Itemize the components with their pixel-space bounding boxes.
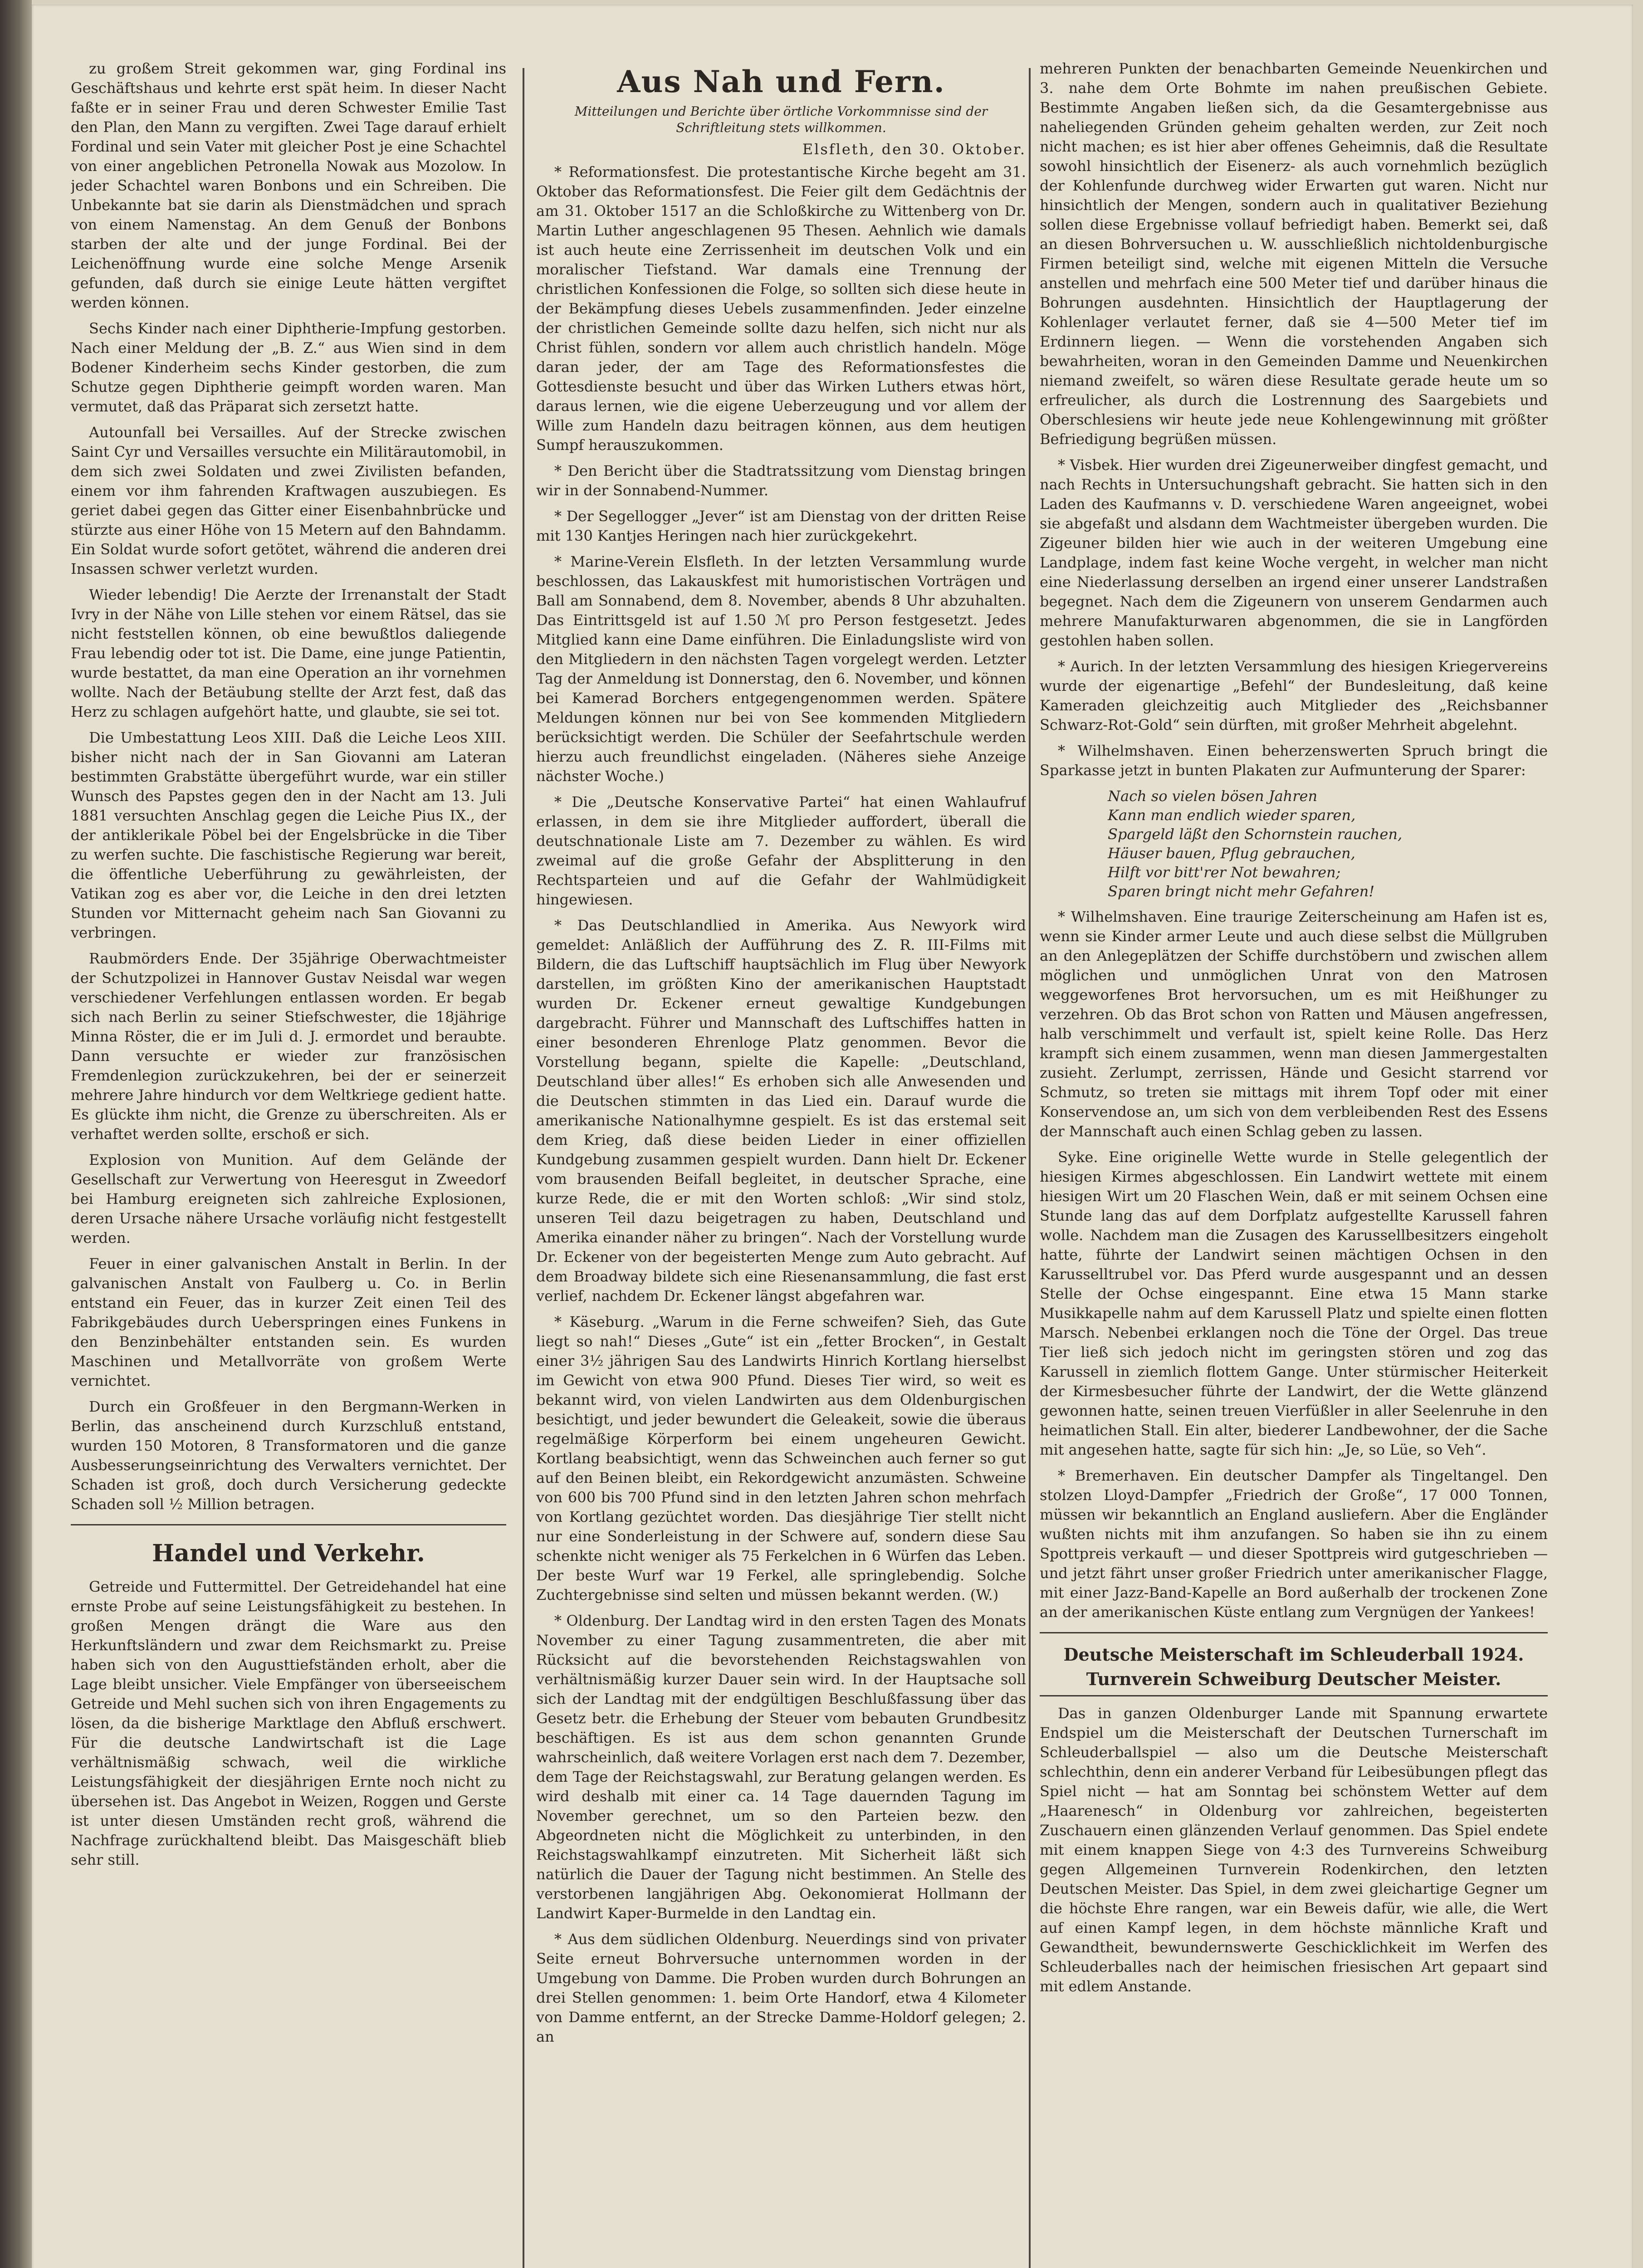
article-wilhelmshaven-hafen: * Wilhelmshaven. Eine traurige Zeiterscheinung am Hafen ist es, wenn sie Kinder armer Leute und auch diese selbst die Müllgruben an den Anlegeplätzen der Schiffe durchstöbern und zwischen allem möglichen und unmöglichen Unrat von den Matrosen weggeworfenes Brot hervorsuchen, um es mit Heißhunger zu verzehren. Ob das Brot schon von Ratten und Mäusen angefressen, halb verschimmelt und verfault ist, spielt keine Rolle. Das Herz krampft sich einem zusammen, wenn man diesen Jammergestalten zusieht. Zerlumpt, zerrissen, Hände und Gesicht starrend vor Schmutz, so treten sie mittags mit ihrem Topf oder mit einer Konservendose an, um sich von dem verbleibenden Rest des Essens der Mannschaft auch einen Schlag geben zu lassen. <box>1040 908 1548 1140</box>
article-fordinal: zu großem Streit gekommen war, ging Fordinal ins Geschäftshaus und kehrte erst spät heim. In dieser Nacht faßte er in seiner Frau und deren Schwester Emilie Tast den Plan, den Mann zu vergiften. Zwei Tage darauf erhielt Fordinal und sein Vater mit gleicher Post je eine Schachtel von einer angeblichen Petronella Nowak aus Mozolow. In jeder Schachtel waren Bonbons und ein Schreiben. Die Unbekannte bat sie darin als Dienstmädchen und sprach von einem Namenstag. An dem Genuß der Bonbons starben der alte und der junge Fordinal. Bei der Leichenöffnung wurde eine solche Menge Arsenik gefunden, daß durch sie einige Leute hätten vergiftet werden können. <box>71 60 506 311</box>
article-schleuderball: Das in ganzen Oldenburger Lande mit Spannung erwartete Endspiel um die Meisterschaft der Deutschen Turnerschaft im Schleuderballspiel — also um die Deutsche Meisterschaft schlechthin, denn ein anderer Verband für Leibesübungen pflegt das Spiel nicht — hat am Sonntag bei schönstem Wetter auf dem „Haarenesch“ in Oldenburg vor zahlreichen, begeisterten Zuschauern einen glänzenden Verlauf genommen. Das Spiel endete mit einem knappen Siege von 4:3 des Turnvereins Schweiburg gegen Allgemeinen Turnverein Rodenkirchen, den letzten Deutschen Meister. Das Spiel, in dem zwei gleichartige Gegner um die höchste Ehre rangen, war ein Beweis dafür, wie alle, die Wert auf einen Kampf legen, in dem höchste männliche Kraft und Gewandtheit, bewundernswerte Geschicklichkeit im Werfen des Schleuderballes nach der heimischen friesischen Art gepaart sind mit edlem Anstande. <box>1040 1705 1548 1995</box>
newspaper-page <box>32 5 1633 2268</box>
dateline: Elsfleth, den 30. Oktober. <box>802 141 1026 158</box>
verse-line: Nach so vielen bösen Jahren <box>1108 787 1318 805</box>
column-right <box>1040 59 1548 2268</box>
section-subtitle: Mitteilungen und Berichte über örtliche Vorkommnisse sind der Schriftleitung stets willkommen. <box>574 104 988 135</box>
section-divider <box>71 1524 506 1525</box>
verse-line: Sparen bringt nicht mehr Gefahren! <box>1108 883 1375 900</box>
article-suedliches-oldenburg: * Aus dem südlichen Oldenburg. Neuerdings sind von privater Seite erneut Bohrversuche unternommen worden in der Umgebung von Damme. Die Proben wurden durch Bohrungen an drei Stellen genommen: 1. beim Orte Handorf, etwa 4 Kilometer von Damme entfernt, an der Strecke Damme-Holdorf gelegen; 2. an <box>536 1931 1026 2045</box>
book-spine-edge <box>0 0 32 2268</box>
article-autounfall: Autounfall bei Versailles. Auf der Strecke zwischen Saint Cyr und Versailles versuchte ein Militärautomobil, in dem sich zwei Soldaten und zwei Zivilisten befanden, einem vor ihm fahrenden Kraftwagen auszubiegen. Es geriet dabei gegen das Gitter einer Eisenbahnbrücke und stürzte aus einer Höhe von 15 Metern auf den Bahndamm. Ein Soldat wurde sofort getötet, während die anderen drei Insassen schwer verletzt wurden. <box>71 424 506 577</box>
article-feuer-berlin: Feuer in einer galvanischen Anstalt in Berlin. In der galvanischen Anstalt von Faulberg u. Co. in Berlin entstand ein Feuer, das in kurzer Zeit einen Teil des Fabrikgebäudes durch Ueberspringen eines Funkens in den Benzinbehälter entstanden sein. Es wurden Maschinen und Metallvorräte von großem Werte vernichtet. <box>71 1255 506 1389</box>
section-divider <box>1040 1632 1548 1633</box>
schleuderball-subtitle: Turnverein Schweiburg Deutscher Meister. <box>1086 1669 1501 1689</box>
article-grossfeuer: Durch ein Großfeuer in den Bergmann-Werken in Berlin, das anscheinend durch Kurzschluß entstand, wurden 150 Motoren, 8 Transformatoren und die ganze Ausbesserungseinrichtung des Verwalters vernichtet. Der Schaden ist groß, doch durch Versicherung gedeckte Schaden soll ½ Million betragen. <box>71 1398 506 1513</box>
verse-line: Hilft vor bitt'rer Not bewahren; <box>1108 864 1341 881</box>
column-rule-left <box>523 68 524 2268</box>
schleuderball-title: Deutsche Meisterschaft im Schleuderball 1924. <box>1063 1644 1524 1665</box>
sparkasse-verse <box>1040 787 1548 901</box>
verse-line: Kann man endlich wieder sparen, <box>1108 807 1356 824</box>
article-wieder-lebendig: Wieder lebendig! Die Aerzte der Irrenanstalt der Stadt Ivry in der Nähe von Lille stehen vor einem Rätsel, das sie nicht feststellen können, ob eine bewußtlos daliegende Frau lebendig oder tot ist. Die Dame, eine junge Patientin, wurde bestattet, da man eine Operation an ihr vornehmen wollte. Nach der Betäubung stellte der Arzt fest, daß das Herz zu schlagen aufgehört hatte, und glaubte, sie sei tot. <box>71 586 506 720</box>
article-explosion: Explosion von Munition. Auf dem Gelände der Gesellschaft zur Verwertung von Heeresgut in Zweedorf bei Hamburg ereigneten sich zahlreiche Explosionen, deren Ursache nähere Ursache vorläufig nicht festgestellt werden. <box>71 1151 506 1246</box>
article-aurich: * Aurich. In der letzten Versammlung des hiesigen Kriegervereins wurde der eigenartige „Befehl“ der Bundesleitung, daß keine Kameraden gleichzeitig auch Mitglieder des „Reichsbanner Schwarz-Rot-Gold“ sein dürften, mit großer Mehrheit abgelehnt. <box>1040 658 1548 733</box>
article-konservative-partei: * Die „Deutsche Konservative Partei“ hat einen Wahlaufruf erlassen, in dem sie ihre Mitglieder auffordert, überall die deutschnationale Liste am 7. Dezember zu wählen. Es wird zweimal auf die große Gefahr der Absplitterung in den Rechtsparteien und auf die Gefahr der Wahlmüdigkeit hingewiesen. <box>536 793 1026 908</box>
article-bohrversuche-continued: mehreren Punkten der benachbarten Gemeinde Neuenkirchen und 3. nahe dem Orte Bohmte im nahen preußischen Gebiete. Bestimmte Angaben ließen sich, da die Gesamtergebnisse aus naheliegenden Gründen geheim gehalten werden, zur Zeit noch nicht machen; es ist hier aber offenes Geheimnis, daß die Resultate sowohl hinsichtlich der Eisenerz- als auch vornehmlich bezüglich der Kohlenfunde durchweg wider Erwarten gut waren. Nicht nur hinsichtlich der Mengen, sondern auch in qualitativer Beziehung sollen diese Ergebnisse vollauf befriedigt haben. Bemerkt sei, daß an diesen Bohrversuchen u. W. ausschließlich nichtoldenburgische Firmen beteiligt sind, welche mit eigenen Mitteln die Versuche anstellen und mehrfach eine 500 Meter tief und darüber hinaus die Bohrungen ausdehnten. Hinsichtlich der Hauptlagerung der Kohlenlager verlautet ferner, daß sie 4—500 Meter tief im Erdinnern liegen. — Wenn die vorstehenden Angaben sich bewahrheiten, woran in den Gemeinden Damme und Neuenkirchen niemand zweifelt, so wären diese Resultate gerade heute um so erfreulicher, als durch die Lostrennung des Saargebiets und Oberschlesiens wir heute jede neue Kohlengewinnung mit größter Befriedigung begrüßen müssen. <box>1040 60 1548 448</box>
article-oldenburg-landtag: * Oldenburg. Der Landtag wird in den ersten Tagen des Monats November zu einer Tagung zusammentreten, die aber mit Rücksicht auf die bevorstehenden Reichstagswahlen von verhältnismäßig kurzer Dauer sein wird. In der Hauptsache soll sich der Landtag mit der endgültigen Beschlußfassung über das Gesetz betr. die Erhebung der Steuer vom bebauten Grundbesitz beschäftigen. Es ist aus dem schon genannten Grunde wahrscheinlich, daß weitere Vorlagen erst nach dem 7. Dezember, dem Tage der Reichstagswahl, zur Beratung gelangen werden. Es wird deshalb mit einer ca. 14 Tage dauernden Tagung im November gerechnet, um so den Parteien bezw. den Abgeordneten nicht die Möglichkeit zu unterbinden, in den Reichstagswahlkampf einzutreten. Mit Sicherheit läßt sich natürlich die Dauer der Tagung nicht bestimmen. An Stelle des verstorbenen langjährigen Abg. Oekonomierat Hollmann der Landwirt Kaper-Burmelde in den Landtag ein. <box>536 1612 1026 1922</box>
article-deutschlandlied: * Das Deutschlandlied in Amerika. Aus Newyork wird gemeldet: Anläßlich der Aufführung des Z. R. III-Films mit Bildern, die das Luftschiff hauptsächlich im Flug über Newyork darstellen, im größten Kino der amerikanischen Hauptstadt wurden Dr. Eckener erneut gewaltige Kundgebungen dargebracht. Führer und Mannschaft des Luftschiffes hatten in einer besonderen Ehrenloge Platz genommen. Bevor die Vorstellung begann, spielte die Kapelle: „Deutschland, Deutschland über alles!“ Es erhoben sich alle Anwesenden und die Deutschen stimmten in das Lied ein. Darauf wurde die amerikanische Nationalhymne gespielt. Es ist das erstemal seit dem Krieg, daß diese beiden Lieder in einer offiziellen Kundgebung zusammen gespielt wurden. Dann hielt Dr. Eckener vom brausenden Beifall begleitet, in deutscher Sprache, eine kurze Rede, die er mit den Worten schloß: „Wir sind stolz, unseren Teil dazu beigetragen zu haben, Deutschland und Amerika einander näher zu bringen“. Nach der Vorstellung wurde Dr. Eckener von der begeisterten Menge zum Auto gebracht. Auf dem Broadway bildete sich eine Riesenansammlung, die fast erst verlief, nachdem Dr. Eckener längst abgefahren war. <box>536 917 1026 1305</box>
article-raubmoerder: Raubmörders Ende. Der 35jährige Oberwachtmeister der Schutzpolizei in Hannover Gustav Neisdal war wegen verschiedener Verfehlungen entlassen worden. Er begab sich nach Berlin zu seiner Stiefschwester, die 18jährige Minna Röster, die er im Juli d. J. ermordet und beraubte. Dann versuchte er wieder zur französischen Fremdenlegion zurückzukehren, bei der er seinerzeit mehrere Jahre hindurch vor dem Weltkriege gedient hatte. Es glückte ihm nicht, die Grenze zu überschreiten. Als er verhaftet werden sollte, erschoß er sich. <box>71 950 506 1143</box>
article-diphtherie: Sechs Kinder nach einer Diphtherie-Impfung gestorben. Nach einer Meldung der „B. Z.“ aus Wien sind in dem Bodener Kinderheim sechs Kinder gestorben, die zum Schutze gegen Diphtherie geimpft worden waren. Man vermutet, daß das Präparat sich zersetzt hatte. <box>71 320 506 415</box>
column-middle <box>536 59 1026 2268</box>
section-title-handel: Handel und Verkehr. <box>152 1540 425 1567</box>
column-left <box>71 59 506 2268</box>
article-visbek: * Visbek. Hier wurden drei Zigeunerweiber dingfest gemacht, und nach Rechts in Untersuchungshaft gebracht. Sie hatten sich in den Laden des Kaufmanns v. D. verschiedene Waren angeeignet, wobei sie abgefaßt und alsdann dem Wachtmeister übergeben wurden. Die Zigeuner bilden hier wie auch in der weiteren Umgebung eine Landplage, indem fast keine Woche vergeht, in welcher man nicht eine Niederlassung derselben an irgend einer unserer Landstraßen begegnet. Nach dem die Zigeunern von unserem Gendarmen auch mehrere Manufakturwaren abgenommen, die sie in Langförden gestohlen haben sollen. <box>1040 456 1548 649</box>
section-title-aus-nah-und-fern: Aus Nah und Fern. <box>617 64 945 99</box>
article-reformationsfest: * Reformationsfest. Die protestantische Kirche begeht am 31. Oktober das Reformationsfest. Die Feier gilt dem Gedächtnis der am 31. Oktober 1517 an die Schloßkirche zu Wittenberg von Dr. Martin Luther angeschlagenen 95 Thesen. Aehnlich wie damals ist auch heute eine Zerrissenheit im deutschen Volk und ein moralischer Tiefstand. War damals eine Trennung der christlichen Konfessionen die Folge, so sollten sich diese heute in der Bekämpfung dieses Uebels zusammenfinden. Jeder einzelne der christlichen Gemeinde sollte dazu helfen, sich nicht nur als Christ fühlen, sondern vor allem auch christlich handeln. Möge daran jeder, der am Tage des Reformationsfestes die Gottesdienste besucht und über das Wirken Luthers etwas hört, daraus lernen, wie die eigene Ueberzeugung und vor allem der Wille zum Handeln dazu beitragen können, aus dem heutigen Sumpf herauszukommen. <box>536 163 1026 454</box>
article-getreide: Getreide und Futtermittel. Der Getreidehandel hat eine ernste Probe auf seine Leistungsfähigkeit zu bestehen. In großen Mengen drängt die Ware aus den Herkunftsländern und zwar dem Reichsmarkt zu. Preise haben sich von den Augusttiefständen erholt, aber die Lage bleibt unsicher. Viele Empfänger von überseeischem Getreide und Mehl suchen sich von ihren Engagements zu lösen, da die bisherige Marktlage den Abfluß erschwert. Für die deutsche Landwirtschaft ist die Lage verhältnismäßig schwach, weil die wirkliche Leistungsfähigkeit der diesjährigen Ernte noch nicht zu übersehen ist. Das Angebot in Weizen, Roggen und Gerste ist unter diesen Umständen recht groß, während die Nachfrage zurückhaltend bleibt. Das Maisgeschäft blieb sehr still. <box>71 1578 506 1868</box>
article-segellogger: * Der Segellogger „Jever“ ist am Dienstag von der dritten Reise mit 130 Kantjes Heringen nach hier zurückgekehrt. <box>536 508 1026 544</box>
column-rule-right <box>1029 68 1031 2268</box>
article-stadtratssitzung: * Den Bericht über die Stadtratssitzung vom Dienstag bringen wir in der Sonnabend-Nummer. <box>536 462 1026 499</box>
article-leo-xiii: Die Umbestattung Leos XIII. Daß die Leiche Leos XIII. bisher nicht nach der in San Giovanni am Lateran bestimmten Grabstätte übergeführt wurde, war ein stiller Wunsch des Papstes gegen den in der Nacht am 13. Juli 1881 versuchten Anschlag gegen die Leiche Pius IX., der der antiklerikale Pöbel bei der Engelsbrücke in die Tiber zu werfen suchte. Die faschistische Regierung war bereit, die öffentliche Ueberführung zu gewährleisten, der Vatikan zog es aber vor, die Leiche in den drei letzten Stunden vor Mitternacht geheim nach San Giovanni zu verbringen. <box>71 729 506 941</box>
article-bremerhaven: * Bremerhaven. Ein deutscher Dampfer als Tingeltangel. Den stolzen Lloyd-Dampfer „Friedrich der Große“, 17 000 Tonnen, müssen wir bekanntlich an England ausliefern. Aber die Engländer wußten nichts mit ihm anzufangen. So haben sie ihn zu einem Spottpreis verkauft — und dieser Spottpreis wird gutgeschrieben — und jetzt fährt unser großer Friedrich unter amerikanischer Flagge, mit einer Jazz-Band-Kapelle an Bord außerhalb der trockenen Zone an der amerikanischen Küste entlang zum Vergnügen der Yankees! <box>1040 1467 1548 1621</box>
article-syke: Syke. Eine originelle Wette wurde in Stelle gelegentlich der hiesigen Kirmes abgeschlossen. Ein Landwirt wettete mit einem hiesigen Wirt um 20 Flaschen Wein, daß er mit seinem Ochsen eine Stunde lang das auf dem Dorfplatz aufgestellte Karussell fahren wolle. Nachdem man die Zusagen des Karussellbesitzers eingeholt hatte, führte der Landwirt seinen mächtigen Ochsen in den Karusselltrubel vor. Das Pferd wurde ausgespannt und an dessen Stelle der Ochse eingespannt. Eine etwa 15 Mann starke Musikkapelle nahm auf dem Karussell Platz und spielte einen flotten Marsch. Nebenbei erklangen noch die Töne der Orgel. Das treue Tier ließ sich jedoch nicht im geringsten stören und zog das Karussell in ziemlich flottem Gange. Unter stürmischer Heiterkeit der Kirmesbesucher führte der Landwirt, der die Wette glänzend gewonnen hatte, seinen treuen Vierfüßler in aller Seelenruhe in den heimatlichen Stall. Ein alter, biederer Landbewohner, der die Sache mit angesehen hatte, sagte für sich hin: „Je, so Lüe, so Veh“. <box>1040 1149 1548 1458</box>
article-marine-verein: * Marine-Verein Elsfleth. In der letzten Versammlung wurde beschlossen, das Lakauskfest mit humoristischen Vorträgen und Ball am Sonnabend, dem 8. November, abends 8 Uhr abzuhalten. Das Eintrittsgeld ist auf 1.50 ℳ pro Person festgesetzt. Jedes Mitglied kann eine Dame einführen. Die Einladungsliste wird von den Mitgliedern in den nächsten Tagen vorgelegt werden. Letzter Tag der Anmeldung ist Donnerstag, den 6. November, und können bei Kamerad Borchers entgegengenommen werden. Spätere Meldungen können nur bei von See kommenden Mitgliedern berücksichtigt werden. Die Schüler der Seefahrtschule werden hierzu auch freundlichst eingeladen. (Näheres siehe Anzeige nächster Woche.) <box>536 553 1026 785</box>
verse-line: Spargeld läßt den Schornstein rauchen, <box>1108 826 1403 843</box>
article-kaeseburg: * Käseburg. „Warum in die Ferne schweifen? Sieh, das Gute liegt so nah!“ Dieses „Gute“ ist ein „fetter Brocken“, in Gestalt einer 3½ jährigen Sau des Landwirts Hinrich Kortlang hierselbst im Gewicht von etwa 900 Pfund. Dieses Tier wird, so weit es bekannt wird, von vielen Landwirten aus dem Oldenburgischen besichtigt, und jeder bewundert die Geleakeit, sowie die überaus regelmäßige Körperform bei einem ungeheuren Gewicht. Kortlang beabsichtigt, wenn das Schweinchen auch ferner so gut auf den Beinen bleibt, ein Rekordgewicht anzumästen. Schweine von 600 bis 700 Pfund sind in den letzten Jahren schon mehrfach von Kortlang gezüchtet worden. Das diesjährige Tier stellt nicht nur eine Sonderleistung in der Schwere auf, sondern diese Sau schenkte nicht weniger als 75 Ferkelchen in 6 Würfen das Leben. Der beste Wurf war 19 Ferkel, alle springlebendig. Solche Zuchtergebnisse sind selten und müssen bekannt werden. (W.) <box>536 1313 1026 1603</box>
verse-line: Häuser bauen, Pflug gebrauchen, <box>1108 845 1355 862</box>
section-divider <box>1040 1695 1548 1696</box>
article-wilhelmshaven-spruch: * Wilhelmshaven. Einen beherzenswerten Spruch bringt die Sparkasse jetzt in bunten Plakaten zur Aufmunterung der Sparer: <box>1040 742 1548 779</box>
